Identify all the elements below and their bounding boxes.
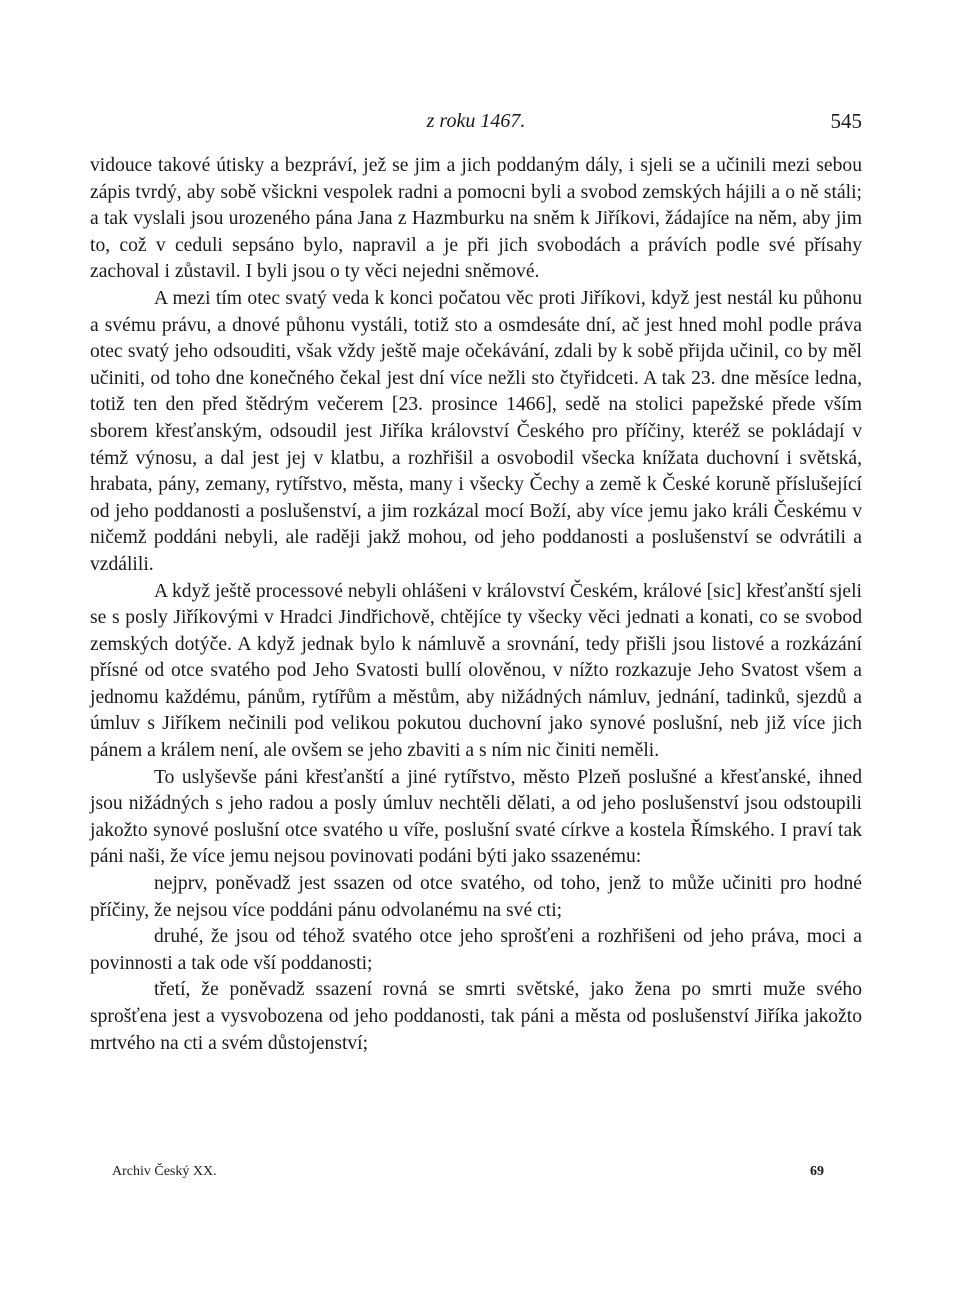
running-head — [90, 106, 862, 136]
list-paragraph: nejprv, poněvadž jest ssazen od otce svatého, od toho, jenž to může učiniti pro hodné příčiny, že nejsou více poddáni pánu odvolanému na své cti; — [90, 873, 862, 921]
page-number: 545 — [830, 109, 862, 133]
list-paragraph: třetí, že poněvadž ssazení rovná se smrti světské, jako žena po smrti muže svého sprošťena jest a vysvobozena od jeho poddanosti, tak páni a města od poslušenství Jiříka jakožto mrtvého na cti a svém důstojenství; — [90, 979, 862, 1054]
paragraph: A když ještě processové nebyli ohlášeni v království Českém, králové [sic] křesťanští sjeli se s posly Jiříkovými v Hradci Jindřichově, chtějíce ty všecky věci jednati a konati, co se svobod zemských dotýče. A když jednak bylo k námluvě a srovnání, tedy přišli jsou listové a rozkázání přísné od otce svatého pod Jeho Svatosti bullí olověnou, v nížto rozkazuje Jeho Svatost všem a jednomu každému, pánům, rytířům a městům, aby nižádných námluv, jednání, tadinků, sjezdů a úmluv s Jiříkem nečinili pod velikou pokutou duchovní jako synové poslušní, neb již více jich pánem a králem není, ale ovšem se jeho zbaviti a s ním nic činiti neměli. — [90, 580, 862, 762]
page-footer — [112, 1160, 824, 1184]
body-text — [90, 153, 862, 1057]
sheet-number: 69 — [810, 1164, 824, 1179]
running-title: z roku 1467. — [426, 110, 526, 132]
signature-label: Archiv Český XX. — [112, 1164, 217, 1179]
list-paragraph: druhé, že jsou od téhož svatého otce jeho sprošťeni a rozhřišeni od jeho práva, moci a povinnosti a tak ode vší poddanosti; — [90, 926, 862, 974]
paragraph: To uslyševše páni křesťanští a jiné rytířstvo, město Plzeň poslušné a křesťanské, ihned jsou nižádných s jeho radou a posly úmluv nechtěli dělati, a od jeho poslušenství jsou odstoupili jakožto synové poslušní otce svatého u víře, poslušní svaté církve a kostela Římského. I praví tak páni naši, že více jemu nejsou povinovati podáni býti jako ssazenému: — [90, 766, 862, 868]
paragraph: A mezi tím otec svatý veda k konci počatou věc proti Jiříkovi, když jest nestál ku půhonu a svému právu, a dnové půhonu vystáli, totiž sto a osmdesáte dní, ač jest hned mohl podle práva otec svatý jeho odsouditi, však vždy ještě maje očekávání, zdali by k sobě přijda učinil, co by měl učiniti, od toho dne konečného čekal jest dní více nežli sto čtyřidceti. A tak 23. dne měsíce ledna, totiž ten den před štědrým večerem [23. prosince 1466], sedě na stolici papežské přede vším sborem křesťanským, odsoudil jest Jiříka království Českého pro příčiny, kteréž se pokládají v témž výnosu, a dal jest jej v klatbu, a rozhřišil a osvobodil všecka knížata duchovní i světská, hrabata, pány, zemany, rytířstvo, města, many i všecky Čechy a země k České koruně příslušející od jeho poddanosti a poslušenství, a jim rozkázal mocí Boží, aby více jemu jako králi Českému v ničemž poddáni nebyli, ale raději jakž mohou, od jeho poddanosti a poslušenství se odvrátili a vzdálili. — [90, 287, 862, 575]
paragraph: vidouce takové útisky a bezpráví, jež se jim a jich poddaným dály, i sjeli se a učinili mezi sebou zápis tvrdý, aby sobě všickni vespolek radni a pomocni byli a svobod zemských hájili a o ně stáli; a tak vyslali jsou urozeného pána Jana z Hazmburku na sněm k Jiříkovi, žádajíce na něm, aby jim to, což v ceduli sepsáno bylo, napravil a je při jich svobodách a právích podle své přísahy zachoval i zůstavil. I byli jsou o ty věci nejedni sněmové. — [90, 155, 862, 283]
